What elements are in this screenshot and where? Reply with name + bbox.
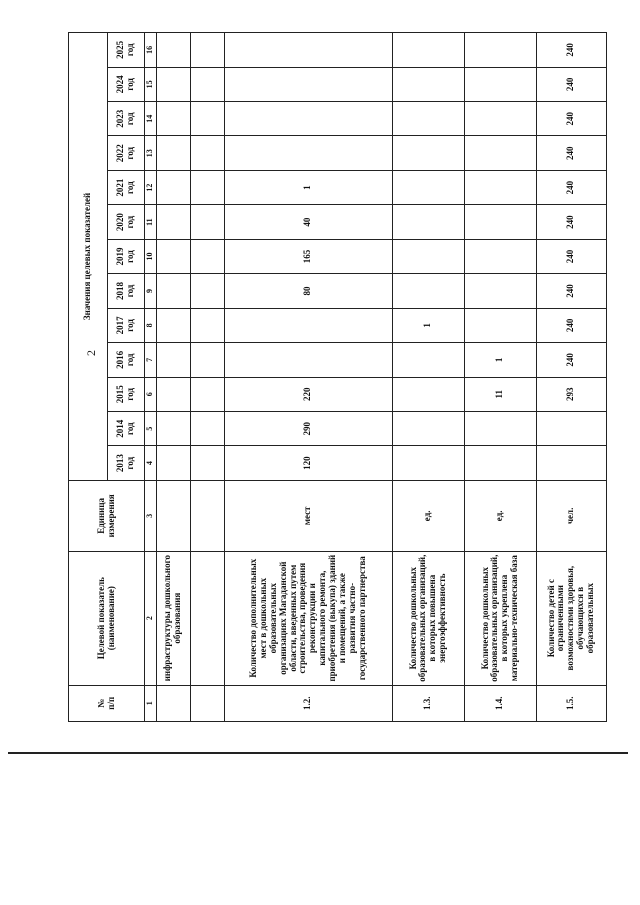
column-number: 4: [145, 446, 157, 480]
value-cell: [536, 412, 606, 446]
indicator-name: инфраструктуры дошкольного образования: [156, 551, 190, 685]
value-cell: 165: [224, 239, 392, 273]
value-cell: [156, 170, 190, 204]
unit-cell: чел.: [536, 480, 606, 551]
value-cell: 240: [536, 205, 606, 239]
unit-cell: [190, 480, 224, 551]
value-cell: 220: [224, 377, 392, 411]
value-cell: [156, 67, 190, 101]
indicator-name: Количество дошкольных образовательных организаций, в которых укреплена материально-техническая база: [464, 551, 536, 685]
value-cell: [392, 136, 464, 170]
value-cell: [392, 343, 464, 377]
column-number: 13: [145, 136, 157, 170]
value-cell: [156, 205, 190, 239]
value-cell: [190, 136, 224, 170]
value-cell: [224, 308, 392, 342]
year-header: 2013 год: [108, 446, 145, 480]
value-cell: [464, 170, 536, 204]
rotated-table-wrapper: [68, 32, 598, 722]
table-rotator: [68, 32, 598, 722]
value-cell: [464, 239, 536, 273]
unit-cell: ед.: [464, 480, 536, 551]
value-cell: [224, 33, 392, 68]
value-cell: [224, 67, 392, 101]
column-number: 1: [145, 685, 157, 721]
value-cell: [156, 33, 190, 68]
value-cell: 40: [224, 205, 392, 239]
row-number: 1.3.: [392, 685, 464, 721]
value-cell: [392, 170, 464, 204]
column-number: 7: [145, 343, 157, 377]
year-header: 2023 год: [108, 102, 145, 136]
indicator-name: Количество дошкольных образовательных организаций, в которых повышена энергоэффективность: [392, 551, 464, 685]
value-cell: [392, 274, 464, 308]
value-cell: 1: [464, 343, 536, 377]
value-cell: [190, 377, 224, 411]
year-header: 2014 год: [108, 412, 145, 446]
column-number: 15: [145, 67, 157, 101]
value-cell: [190, 239, 224, 273]
year-header: 2017 год: [108, 308, 145, 342]
value-cell: 240: [536, 33, 606, 68]
value-cell: [190, 412, 224, 446]
value-cell: [224, 102, 392, 136]
value-cell: [392, 412, 464, 446]
column-number: 3: [145, 480, 157, 551]
value-cell: 293: [536, 377, 606, 411]
column-number: 16: [145, 33, 157, 68]
table-row: [190, 33, 224, 722]
value-cell: [190, 33, 224, 68]
row-number: 1.4.: [464, 685, 536, 721]
value-cell: [392, 67, 464, 101]
unit-cell: ед.: [392, 480, 464, 551]
column-number: 11: [145, 205, 157, 239]
col-name-header: Целевой показатель (наименование): [69, 551, 145, 685]
value-cell: [190, 67, 224, 101]
year-header: 2019 год: [108, 239, 145, 273]
value-cell: [156, 102, 190, 136]
value-cell: [464, 205, 536, 239]
value-cell: 240: [536, 136, 606, 170]
value-cell: 240: [536, 67, 606, 101]
year-header: 2018 год: [108, 274, 145, 308]
year-header: 2025 год: [108, 33, 145, 68]
value-cell: [392, 102, 464, 136]
indicators-table: [68, 32, 607, 722]
value-cell: [156, 412, 190, 446]
value-cell: [156, 274, 190, 308]
value-cell: 240: [536, 102, 606, 136]
value-cell: 120: [224, 446, 392, 480]
table-row: [392, 33, 464, 722]
value-cell: [156, 343, 190, 377]
table-row: [536, 33, 606, 722]
value-cell: [536, 446, 606, 480]
value-cell: [392, 33, 464, 68]
value-cell: [464, 136, 536, 170]
value-cell: [190, 343, 224, 377]
column-number: 9: [145, 274, 157, 308]
value-cell: [190, 205, 224, 239]
value-cell: [464, 33, 536, 68]
value-cell: [464, 308, 536, 342]
value-cell: [392, 239, 464, 273]
column-number: 6: [145, 377, 157, 411]
value-cell: [156, 136, 190, 170]
value-cell: [156, 308, 190, 342]
value-cell: [156, 239, 190, 273]
row-number: [190, 685, 224, 721]
indicator-name: Количество детей с ограниченными возможностями здоровья, обучающихся в образовательных: [536, 551, 606, 685]
value-cell: [464, 274, 536, 308]
table-row: [224, 33, 392, 722]
indicator-name: Количество дополнительных мест в дошкольных образовательных организациях Магаданской области, введенных путем строительства, проведения реконструкции и капитального ремонта, приобретения (выкупа) зданий и помещений, а также развития частно-государственного партнерства: [224, 551, 392, 685]
column-number: 5: [145, 412, 157, 446]
value-cell: [392, 377, 464, 411]
value-cell: [190, 102, 224, 136]
value-cell: [190, 308, 224, 342]
column-number: 14: [145, 102, 157, 136]
value-cell: 290: [224, 412, 392, 446]
column-number: 12: [145, 170, 157, 204]
value-cell: 240: [536, 274, 606, 308]
value-cell: [464, 446, 536, 480]
value-cell: 240: [536, 239, 606, 273]
table-row: [464, 33, 536, 722]
value-cell: 240: [536, 343, 606, 377]
values-header: Значения целевых показателей: [69, 33, 108, 481]
year-header: 2021 год: [108, 170, 145, 204]
year-header: 2016 год: [108, 343, 145, 377]
unit-cell: [156, 480, 190, 551]
value-cell: [464, 102, 536, 136]
year-header: 2020 год: [108, 205, 145, 239]
value-cell: [392, 205, 464, 239]
indicator-name: [190, 551, 224, 685]
column-number: 2: [145, 551, 157, 685]
col-unit-header: Единица измерения: [69, 480, 145, 551]
col-num-header: № п/п: [69, 685, 145, 721]
value-cell: [224, 136, 392, 170]
value-cell: [190, 446, 224, 480]
value-cell: 1: [392, 308, 464, 342]
unit-cell: мест: [224, 480, 392, 551]
row-number: [156, 685, 190, 721]
value-cell: 11: [464, 377, 536, 411]
value-cell: 80: [224, 274, 392, 308]
value-cell: [464, 412, 536, 446]
year-header: 2015 год: [108, 377, 145, 411]
value-cell: [224, 343, 392, 377]
value-cell: [190, 170, 224, 204]
year-header: 2022 год: [108, 136, 145, 170]
column-number: 8: [145, 308, 157, 342]
table-row: [156, 33, 190, 722]
year-header: 2024 год: [108, 67, 145, 101]
horizontal-rule: [8, 752, 628, 754]
value-cell: [392, 446, 464, 480]
value-cell: [156, 446, 190, 480]
value-cell: [156, 377, 190, 411]
value-cell: 240: [536, 308, 606, 342]
value-cell: 1: [224, 170, 392, 204]
value-cell: [464, 67, 536, 101]
row-number: 1.2.: [224, 685, 392, 721]
column-number: 10: [145, 239, 157, 273]
row-number: 1.5.: [536, 685, 606, 721]
value-cell: 240: [536, 170, 606, 204]
value-cell: [190, 274, 224, 308]
page-number: 2: [84, 350, 98, 356]
